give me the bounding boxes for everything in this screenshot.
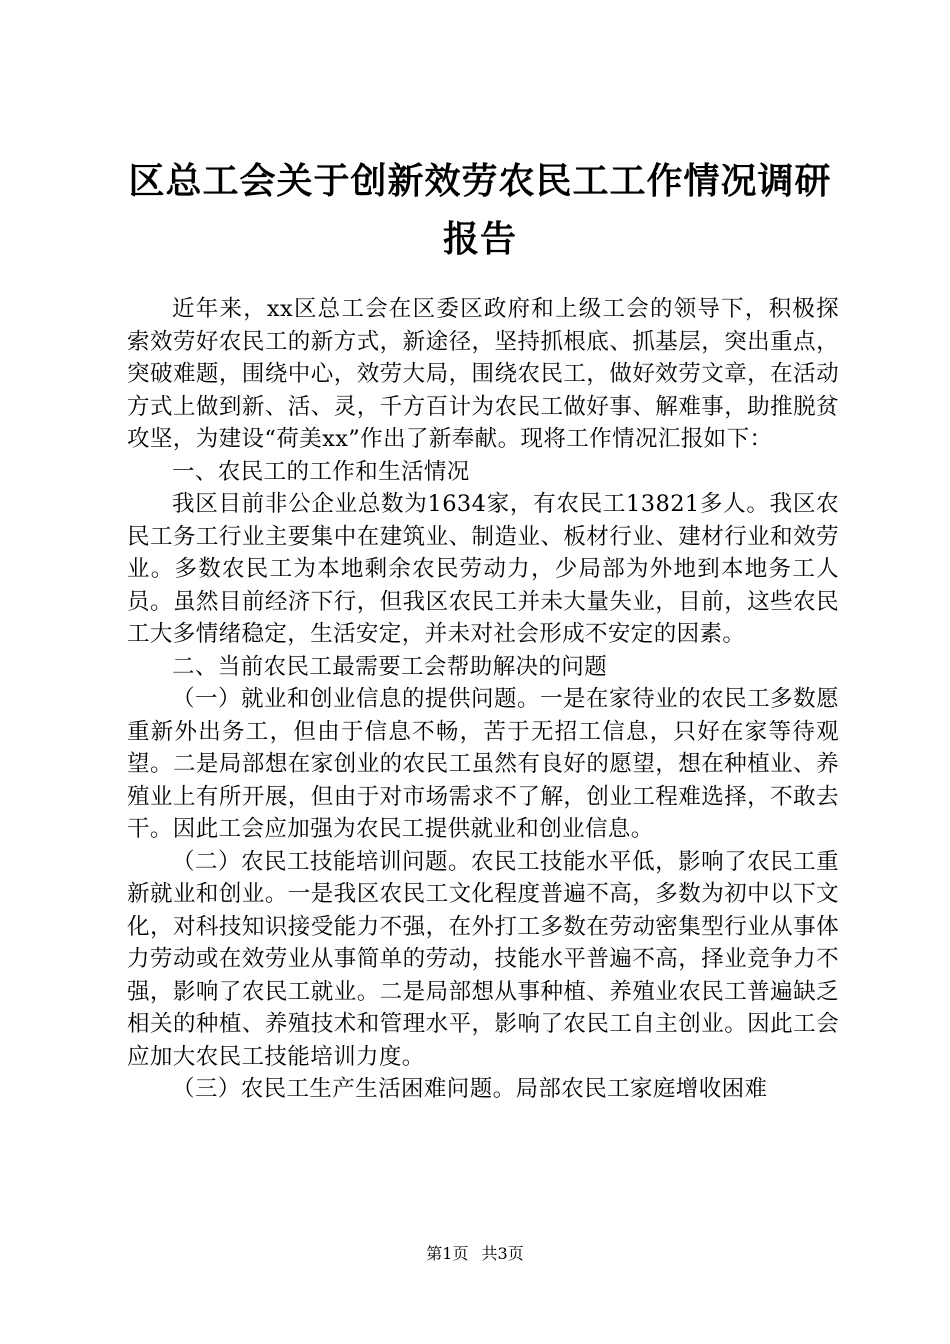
section-heading-2: 二、当前农民工最需要工会帮助解决的问题 <box>172 653 608 680</box>
page-number: 第1页 <box>426 1244 469 1263</box>
page-total: 共3页 <box>481 1244 524 1263</box>
paragraph-issue-2: （二）农民工技能培训问题。农民工技能水平低，影响了农民工重新就业和创业。一是我区农民工文化程度普遍不高，多数为初中以下文化，对科技知识接受能力不强，在外打工多数在劳动密集型行业从事体力劳动或在效劳业从事简单的劳动，技能水平普遍不高，择业竞争力不强，影响了农民工就业。二是局部想从事种植、养殖业农民工普遍缺乏相关的种植、养殖技术和管理水平，影响了农民工自主创业。因此工会应加大农民工技能培训力度。 <box>127 848 839 1070</box>
paragraph-intro: 近年来，xx区总工会在区委区政府和上级工会的领导下，积极探索效劳好农民工的新方式，新途径，坚持抓根底、抓基层，突出重点，突破难题，围绕中心，效劳大局，围绕农民工，做好效劳文章，在活动方式上做到新、活、灵，千方百计为农民工做好事、解难事，助推脱贫攻坚，为建设“荷美xx”作出了新奉献。现将工作情况汇报如下： <box>127 296 839 452</box>
section-heading-1: 一、农民工的工作和生活情况 <box>172 458 470 485</box>
paragraph-worker-situation: 我区目前非公企业总数为1634家，有农民工13821多人。我区农民工务工行业主要集中在建筑业、制造业、板材行业、建材行业和效劳业。多数农民工为本地剩余农民劳动力，少局部为外地到本地务工人员。虽然目前经济下行，但我区农民工并未大量失业，目前，这些农民工大多情绪稳定，生活安定，并未对社会形成不安定的因素。 <box>127 491 839 647</box>
page-footer <box>0 1244 950 1264</box>
paragraph-issue-3: （三）农民工生产生活困难问题。局部农民工家庭增收困难 <box>172 1076 768 1102</box>
paragraph-issue-1: （一）就业和创业信息的提供问题。一是在家待业的农民工多数愿重新外出务工，但由于信息不畅，苦于无招工信息，只好在家等待观望。二是局部想在家创业的农民工虽然有良好的愿望，想在种植业、养殖业上有所开展，但由于对市场需求不了解，创业工程难选择，不敢去干。因此工会应加强为农民工提供就业和创业信息。 <box>127 686 839 842</box>
document-title: 区总工会关于创新效劳农民工工作情况调研报告 <box>128 160 832 260</box>
document-body <box>127 293 839 1106</box>
